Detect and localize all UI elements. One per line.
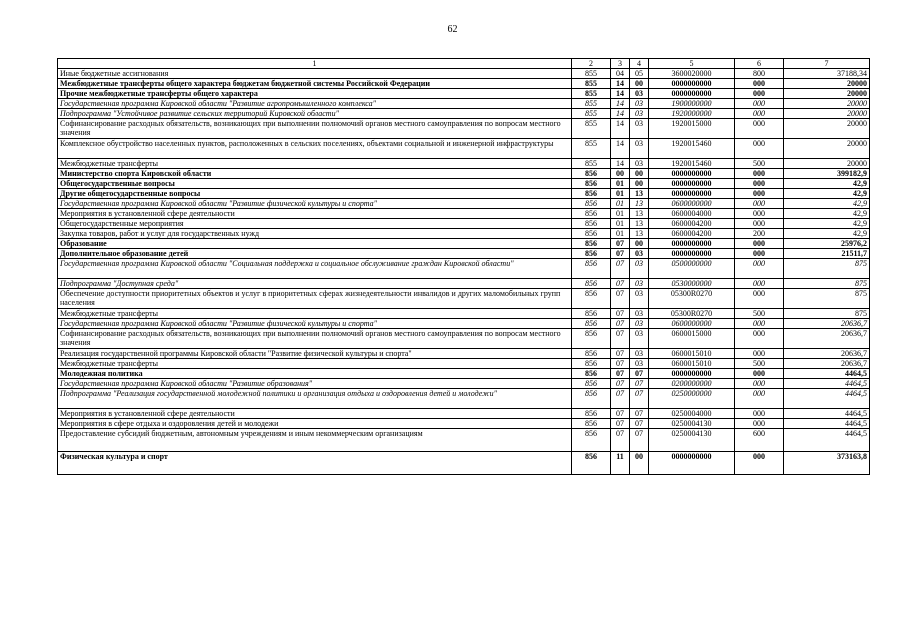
row-ministry-code: 856 <box>572 369 611 379</box>
row-amount: 20000 <box>784 89 870 99</box>
row-expense-type: 000 <box>735 179 784 189</box>
table-row <box>58 429 870 452</box>
row-expense-type: 000 <box>735 239 784 249</box>
row-amount: 4464,5 <box>784 409 870 419</box>
row-expense-type: 200 <box>735 229 784 239</box>
row-section: 14 <box>611 89 630 99</box>
row-subsection: 05 <box>630 69 649 79</box>
row-name: Физическая культура и спорт <box>58 452 572 475</box>
row-name: Мероприятия в установленной сфере деятельности <box>58 209 572 219</box>
table-row <box>58 409 870 419</box>
header-col-5: 5 <box>649 59 735 69</box>
row-subsection: 03 <box>630 139 649 159</box>
row-expense-type: 000 <box>735 259 784 279</box>
row-ministry-code: 856 <box>572 229 611 239</box>
row-name: Подпрограмма "Устойчивое развитие сельских территорий Кировской области" <box>58 109 572 119</box>
row-target-code: 05300R0270 <box>649 289 735 309</box>
row-subsection: 13 <box>630 219 649 229</box>
row-section: 07 <box>611 429 630 452</box>
header-row <box>58 59 870 69</box>
row-expense-type: 000 <box>735 289 784 309</box>
row-target-code: 0250004000 <box>649 409 735 419</box>
row-subsection: 03 <box>630 99 649 109</box>
row-section: 14 <box>611 159 630 169</box>
row-name: Общегосударственные вопросы <box>58 179 572 189</box>
row-subsection: 03 <box>630 359 649 369</box>
row-section: 07 <box>611 259 630 279</box>
row-amount: 875 <box>784 259 870 279</box>
row-subsection: 07 <box>630 369 649 379</box>
row-expense-type: 000 <box>735 219 784 229</box>
row-section: 01 <box>611 209 630 219</box>
row-name: Обеспечение доступности приоритетных объектов и услуг в приоритетных сферах жизнедеятельности инвалидов и других маломобильных групп населения <box>58 289 572 309</box>
row-expense-type: 500 <box>735 359 784 369</box>
row-amount: 20636,7 <box>784 349 870 359</box>
row-expense-type: 000 <box>735 329 784 349</box>
row-subsection: 13 <box>630 199 649 209</box>
row-subsection: 00 <box>630 169 649 179</box>
row-target-code: 0000000000 <box>649 249 735 259</box>
row-section: 07 <box>611 329 630 349</box>
row-expense-type: 800 <box>735 69 784 79</box>
row-amount: 20000 <box>784 99 870 109</box>
row-ministry-code: 856 <box>572 289 611 309</box>
row-ministry-code: 856 <box>572 239 611 249</box>
row-target-code: 1900000000 <box>649 99 735 109</box>
row-name: Межбюджетные трансферты <box>58 359 572 369</box>
row-name: Образование <box>58 239 572 249</box>
row-section: 07 <box>611 289 630 309</box>
row-amount: 25976,2 <box>784 239 870 249</box>
row-amount: 4464,5 <box>784 369 870 379</box>
table-row <box>58 419 870 429</box>
table-row <box>58 359 870 369</box>
row-section: 07 <box>611 249 630 259</box>
row-section: 07 <box>611 369 630 379</box>
row-target-code: 0600004200 <box>649 219 735 229</box>
table-body <box>58 69 870 475</box>
row-name: Государственная программа Кировской области "Развитие агропромышленного комплекса" <box>58 99 572 109</box>
row-name: Прочие межбюджетные трансферты общего характера <box>58 89 572 99</box>
row-expense-type: 000 <box>735 369 784 379</box>
table-row <box>58 209 870 219</box>
row-subsection: 03 <box>630 349 649 359</box>
row-subsection: 03 <box>630 249 649 259</box>
budget-table <box>57 58 870 475</box>
row-section: 04 <box>611 69 630 79</box>
row-target-code: 0250004130 <box>649 429 735 452</box>
header-col-4: 4 <box>630 59 649 69</box>
row-subsection: 03 <box>630 259 649 279</box>
table-row <box>58 229 870 239</box>
row-section: 11 <box>611 452 630 475</box>
row-expense-type: 000 <box>735 409 784 419</box>
row-target-code: 0600015000 <box>649 329 735 349</box>
header-col-3: 3 <box>611 59 630 69</box>
row-ministry-code: 856 <box>572 169 611 179</box>
row-section: 14 <box>611 79 630 89</box>
row-ministry-code: 856 <box>572 349 611 359</box>
row-subsection: 07 <box>630 409 649 419</box>
table-row <box>58 119 870 139</box>
row-target-code: 0530000000 <box>649 279 735 289</box>
row-ministry-code: 856 <box>572 249 611 259</box>
row-name: Общегосударственные мероприятия <box>58 219 572 229</box>
row-target-code: 0000000000 <box>649 189 735 199</box>
row-amount: 4464,5 <box>784 429 870 452</box>
row-amount: 21511,7 <box>784 249 870 259</box>
row-amount: 20000 <box>784 139 870 159</box>
row-ministry-code: 855 <box>572 139 611 159</box>
row-name: Межбюджетные трансферты <box>58 159 572 169</box>
row-section: 07 <box>611 389 630 409</box>
table-row <box>58 89 870 99</box>
table-row <box>58 259 870 279</box>
header-col-6: 6 <box>735 59 784 69</box>
row-section: 01 <box>611 219 630 229</box>
row-target-code: 1920015460 <box>649 139 735 159</box>
row-expense-type: 000 <box>735 379 784 389</box>
row-subsection: 00 <box>630 79 649 89</box>
row-amount: 875 <box>784 289 870 309</box>
row-subsection: 03 <box>630 279 649 289</box>
row-amount: 42,9 <box>784 209 870 219</box>
row-subsection: 13 <box>630 209 649 219</box>
table-row <box>58 169 870 179</box>
table-row <box>58 159 870 169</box>
row-expense-type: 000 <box>735 169 784 179</box>
table-row <box>58 309 870 319</box>
row-subsection: 03 <box>630 119 649 139</box>
table-row <box>58 289 870 309</box>
table-row <box>58 319 870 329</box>
row-expense-type: 000 <box>735 279 784 289</box>
row-section: 01 <box>611 179 630 189</box>
row-subsection: 03 <box>630 309 649 319</box>
row-amount: 20636,7 <box>784 359 870 369</box>
row-section: 07 <box>611 349 630 359</box>
table-row <box>58 389 870 409</box>
row-name: Государственная программа Кировской области "Развитие физической культуры и спорта" <box>58 319 572 329</box>
row-name: Другие общегосударственные вопросы <box>58 189 572 199</box>
row-ministry-code: 856 <box>572 329 611 349</box>
row-target-code: 0600015010 <box>649 349 735 359</box>
row-ministry-code: 855 <box>572 69 611 79</box>
row-name: Комплексное обустройство населенных пунктов, расположенных в сельских поселениях, объектами социальной и инженерной инфраструктуры <box>58 139 572 159</box>
table-row <box>58 219 870 229</box>
row-target-code: 0250004130 <box>649 419 735 429</box>
row-name: Министерство спорта Кировской области <box>58 169 572 179</box>
table-row <box>58 349 870 359</box>
row-subsection: 07 <box>630 429 649 452</box>
row-ministry-code: 856 <box>572 199 611 209</box>
row-subsection: 07 <box>630 419 649 429</box>
row-ministry-code: 856 <box>572 209 611 219</box>
row-ministry-code: 855 <box>572 109 611 119</box>
row-ministry-code: 856 <box>572 179 611 189</box>
row-target-code: 0000000000 <box>649 79 735 89</box>
table-row <box>58 139 870 159</box>
table-row <box>58 109 870 119</box>
row-ministry-code: 856 <box>572 409 611 419</box>
row-amount: 20636,7 <box>784 319 870 329</box>
row-ministry-code: 856 <box>572 259 611 279</box>
row-amount: 20000 <box>784 109 870 119</box>
row-name: Государственная программа Кировской области "Развитие физической культуры и спорта" <box>58 199 572 209</box>
row-expense-type: 000 <box>735 319 784 329</box>
row-expense-type: 500 <box>735 309 784 319</box>
row-section: 07 <box>611 359 630 369</box>
row-expense-type: 000 <box>735 249 784 259</box>
row-target-code: 1920015000 <box>649 119 735 139</box>
row-amount: 42,9 <box>784 199 870 209</box>
row-expense-type: 000 <box>735 99 784 109</box>
row-target-code: 1920000000 <box>649 109 735 119</box>
row-expense-type: 000 <box>735 139 784 159</box>
table-row <box>58 279 870 289</box>
row-ministry-code: 855 <box>572 89 611 99</box>
row-target-code: 0600000000 <box>649 199 735 209</box>
row-amount: 42,9 <box>784 189 870 199</box>
row-name: Мероприятия в установленной сфере деятельности <box>58 409 572 419</box>
row-amount: 37188,34 <box>784 69 870 79</box>
row-subsection: 03 <box>630 89 649 99</box>
row-target-code: 0600004200 <box>649 229 735 239</box>
row-section: 07 <box>611 319 630 329</box>
row-expense-type: 000 <box>735 109 784 119</box>
row-amount: 20000 <box>784 159 870 169</box>
row-expense-type: 600 <box>735 429 784 452</box>
row-subsection: 00 <box>630 239 649 249</box>
row-ministry-code: 856 <box>572 279 611 289</box>
row-subsection: 03 <box>630 329 649 349</box>
row-expense-type: 000 <box>735 199 784 209</box>
table-row <box>58 329 870 349</box>
row-section: 07 <box>611 379 630 389</box>
row-ministry-code: 855 <box>572 119 611 139</box>
row-section: 07 <box>611 309 630 319</box>
row-section: 07 <box>611 239 630 249</box>
row-expense-type: 000 <box>735 209 784 219</box>
row-ministry-code: 855 <box>572 159 611 169</box>
row-amount: 373163,8 <box>784 452 870 475</box>
row-ministry-code: 856 <box>572 429 611 452</box>
header-col-1: 1 <box>58 59 572 69</box>
row-name: Софинансирование расходных обязательств, возникающих при выполнении полномочий органов местного самоуправления по вопросам местного значения <box>58 119 572 139</box>
row-name: Государственная программа Кировской области "Развитие образования" <box>58 379 572 389</box>
row-target-code: 0000000000 <box>649 169 735 179</box>
table-row <box>58 369 870 379</box>
row-section: 07 <box>611 419 630 429</box>
row-section: 14 <box>611 119 630 139</box>
row-amount: 20000 <box>784 79 870 89</box>
table-row <box>58 189 870 199</box>
row-section: 01 <box>611 229 630 239</box>
row-target-code: 0250000000 <box>649 389 735 409</box>
row-expense-type: 000 <box>735 419 784 429</box>
row-name: Мероприятия в сфере отдыха и оздоровления детей и молодежи <box>58 419 572 429</box>
row-ministry-code: 856 <box>572 309 611 319</box>
page-number: 62 <box>447 24 458 35</box>
row-ministry-code: 856 <box>572 319 611 329</box>
header-col-2: 2 <box>572 59 611 69</box>
row-ministry-code: 856 <box>572 389 611 409</box>
row-name: Государственная программа Кировской области "Социальная поддержка и социальное обслуживание граждан Кировской области" <box>58 259 572 279</box>
row-subsection: 00 <box>630 179 649 189</box>
row-section: 01 <box>611 199 630 209</box>
row-target-code: 0000000000 <box>649 179 735 189</box>
row-target-code: 3600020000 <box>649 69 735 79</box>
row-amount: 42,9 <box>784 219 870 229</box>
row-ministry-code: 856 <box>572 219 611 229</box>
row-amount: 4464,5 <box>784 419 870 429</box>
row-amount: 4464,5 <box>784 389 870 409</box>
table-row <box>58 99 870 109</box>
row-section: 00 <box>611 169 630 179</box>
row-subsection: 07 <box>630 379 649 389</box>
row-subsection: 13 <box>630 229 649 239</box>
table-row <box>58 452 870 475</box>
row-target-code: 1920015460 <box>649 159 735 169</box>
row-target-code: 0600000000 <box>649 319 735 329</box>
row-section: 07 <box>611 409 630 419</box>
row-amount: 42,9 <box>784 179 870 189</box>
row-target-code: 0600004000 <box>649 209 735 219</box>
row-amount: 875 <box>784 279 870 289</box>
row-subsection: 03 <box>630 319 649 329</box>
row-section: 14 <box>611 99 630 109</box>
row-amount: 875 <box>784 309 870 319</box>
row-subsection: 00 <box>630 452 649 475</box>
row-name: Подпрограмма "Доступная среда" <box>58 279 572 289</box>
row-subsection: 03 <box>630 109 649 119</box>
row-ministry-code: 855 <box>572 99 611 109</box>
row-expense-type: 500 <box>735 159 784 169</box>
row-name: Дополнительное образование детей <box>58 249 572 259</box>
row-ministry-code: 856 <box>572 419 611 429</box>
row-ministry-code: 855 <box>572 79 611 89</box>
row-ministry-code: 856 <box>572 359 611 369</box>
row-expense-type: 000 <box>735 452 784 475</box>
row-section: 01 <box>611 189 630 199</box>
row-amount: 399182,9 <box>784 169 870 179</box>
table-row <box>58 249 870 259</box>
row-name: Межбюджетные трансферты общего характера бюджетам бюджетной системы Российской Федерации <box>58 79 572 89</box>
row-amount: 4464,5 <box>784 379 870 389</box>
row-amount: 20000 <box>784 119 870 139</box>
row-section: 07 <box>611 279 630 289</box>
row-expense-type: 000 <box>735 79 784 89</box>
row-target-code: 0600015010 <box>649 359 735 369</box>
row-ministry-code: 856 <box>572 379 611 389</box>
row-expense-type: 000 <box>735 389 784 409</box>
row-amount: 42,9 <box>784 229 870 239</box>
row-target-code: 0000000000 <box>649 89 735 99</box>
row-name: Закупка товаров, работ и услуг для государственных нужд <box>58 229 572 239</box>
row-subsection: 13 <box>630 189 649 199</box>
row-name: Межбюджетные трансферты <box>58 309 572 319</box>
row-target-code: 0500000000 <box>649 259 735 279</box>
table-row <box>58 239 870 249</box>
row-name: Иные бюджетные ассигнования <box>58 69 572 79</box>
row-name: Софинансирование расходных обязательств, возникающих при выполнении полномочий органов местного самоуправления по вопросам местного значения <box>58 329 572 349</box>
table-row <box>58 199 870 209</box>
row-name: Молодежная политика <box>58 369 572 379</box>
row-ministry-code: 856 <box>572 452 611 475</box>
row-amount: 20636,7 <box>784 329 870 349</box>
row-target-code: 0000000000 <box>649 452 735 475</box>
row-subsection: 07 <box>630 389 649 409</box>
row-section: 14 <box>611 139 630 159</box>
row-subsection: 03 <box>630 289 649 309</box>
row-expense-type: 000 <box>735 119 784 139</box>
row-name: Реализация государственной программы Кировской области "Развитие физической культуры и спорта" <box>58 349 572 359</box>
row-ministry-code: 856 <box>572 189 611 199</box>
row-target-code: 0200000000 <box>649 379 735 389</box>
row-expense-type: 000 <box>735 349 784 359</box>
row-subsection: 03 <box>630 159 649 169</box>
row-expense-type: 000 <box>735 89 784 99</box>
table-row <box>58 69 870 79</box>
table-row <box>58 179 870 189</box>
table-row <box>58 379 870 389</box>
row-target-code: 05300R0270 <box>649 309 735 319</box>
table-row <box>58 79 870 89</box>
row-expense-type: 000 <box>735 189 784 199</box>
row-target-code: 0000000000 <box>649 239 735 249</box>
header-col-7: 7 <box>784 59 870 69</box>
row-target-code: 0000000000 <box>649 369 735 379</box>
row-name: Подпрограмма "Реализация государственной молодежной политики и организация отдыха и оздоровления детей и молодежи" <box>58 389 572 409</box>
row-name: Предоставление субсидий бюджетным, автономным учреждениям и иным некоммерческим организациям <box>58 429 572 452</box>
row-section: 14 <box>611 109 630 119</box>
